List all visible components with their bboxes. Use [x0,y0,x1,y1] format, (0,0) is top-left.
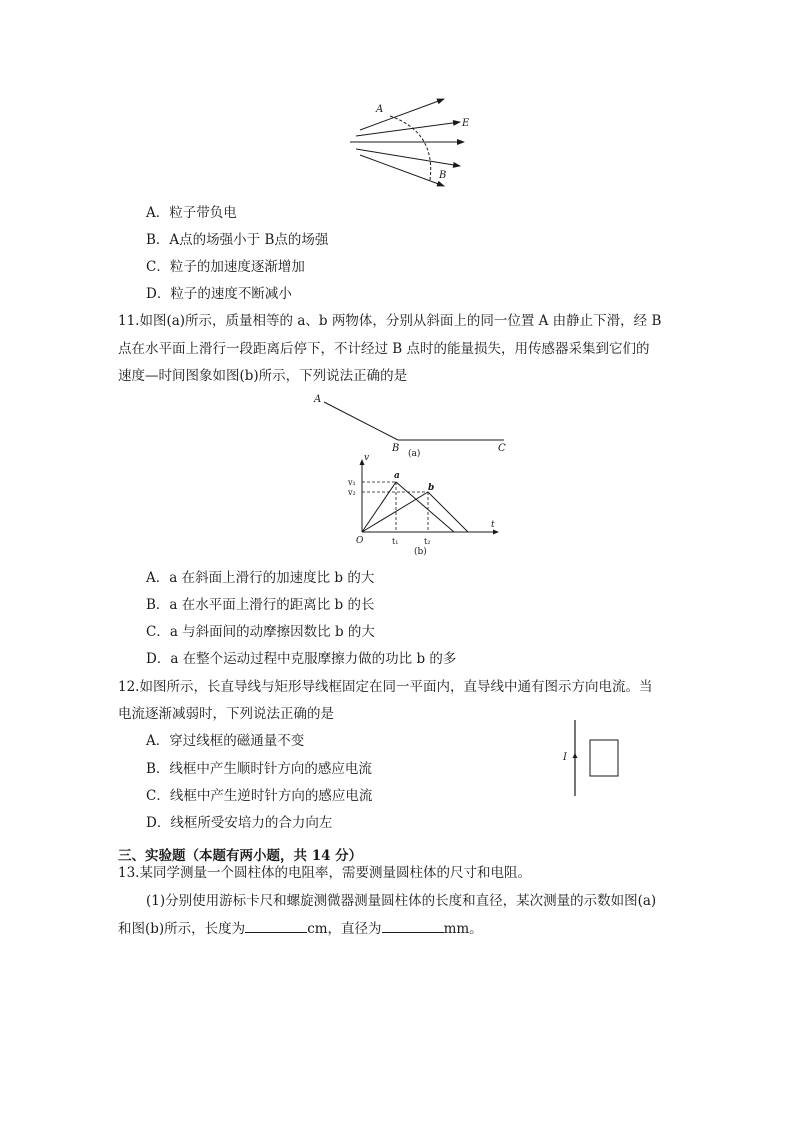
q12-option-b: B．线框中产生顺时针方向的感应电流 [146,761,372,777]
v-axis-label: v [364,453,370,463]
q11-stem-line3: 速度—时间图象如图(b)所示，下列说法正确的是 [118,368,408,384]
curve-a-label: a [394,471,400,481]
q11-stem-line2: 点在水平面上滑行一段距离后停下，不计经过 B 点时的能量损失，用传感器采集到它们的 [118,341,650,357]
q12-stem-line1: 12.如图所示，长直导线与矩形导线框固定在同一平面内，直导线中通有图示方向电流。当 [118,679,653,695]
q11-option-b: B．a 在水平面上滑行的距离比 b 的长 [146,597,375,613]
q13-text-mm: mm。 [443,921,483,937]
origin-label: O [356,536,364,546]
trajectory-curve [390,116,431,180]
fig-b-caption: (b) [414,547,427,557]
q12-option-a: A．穿过线框的磁通量不变 [146,733,305,749]
t1-label: t₁ [392,537,399,546]
q11-option-c: C．a 与斜面间的动摩擦因数比 b 的大 [146,624,375,640]
v1-label: v₁ [348,478,356,487]
q10-option-b: B．A点的场强小于 B点的场强 [146,232,329,248]
field-line-2 [356,122,460,136]
incline-figure [310,390,520,458]
wire-loop-figure [556,718,626,798]
q12-stem-line2: 电流逐渐减弱时，下列说法正确的是 [118,706,334,722]
point-a: A [314,394,322,405]
vt-graph [330,452,506,560]
q10-option-a: A．粒子带负电 [146,205,237,221]
fig-a-caption: (a) [408,449,421,458]
label-e: E [462,118,470,129]
q13-text-length: 和图(b)所示，长度为 [118,921,246,937]
t2-label: t₂ [424,537,431,546]
t-axis-label: t [491,520,495,530]
q11-option-d: D．a 在整个运动过程中克服摩擦力做的功比 b 的多 [146,651,457,667]
diameter-answer-blank[interactable] [382,920,444,933]
q13-part1-line2 [118,920,483,938]
label-a: A [376,104,384,115]
length-answer-blank[interactable] [245,920,307,933]
rectangular-loop [590,740,618,776]
curve-a [362,482,454,532]
q12-option-c: C．线框中产生逆时针方向的感应电流 [146,788,373,804]
curve-b-label: b [428,483,435,493]
point-b: B [392,443,400,454]
v2-label: v₂ [348,488,356,497]
field-line-5 [360,155,447,186]
label-b: B [439,170,447,181]
incline-line [324,402,398,440]
q12-option-d: D．线框所受安培力的合力向左 [146,815,333,831]
field-lines-figure [340,92,480,188]
q11-stem-line1: 11.如图(a)所示，质量相等的 a、b 两物体，分别从斜面上的同一位置 A 由静止下滑，经 B [118,313,662,329]
q13-part1-line1: (1)分别使用游标卡尺和螺旋测微器测量圆柱体的长度和直径，某次测量的示数如图(a) [146,893,657,909]
point-c: C [498,443,506,454]
q13-text-diameter: cm，直径为 [307,921,382,937]
q10-option-d: D．粒子的速度不断减小 [146,286,292,302]
q11-option-a: A．a 在斜面上滑行的加速度比 b 的大 [146,570,375,586]
q10-option-c: C．粒子的加速度逐渐增加 [146,259,305,275]
q13-stem: 13.某同学测量一个圆柱体的电阻率，需要测量圆柱体的尺寸和电阻。 [118,865,531,881]
current-label: I [563,752,567,763]
field-line-4 [356,149,460,166]
section-title: 三、实验题（本题有两小题，共 14 分） [118,848,363,864]
